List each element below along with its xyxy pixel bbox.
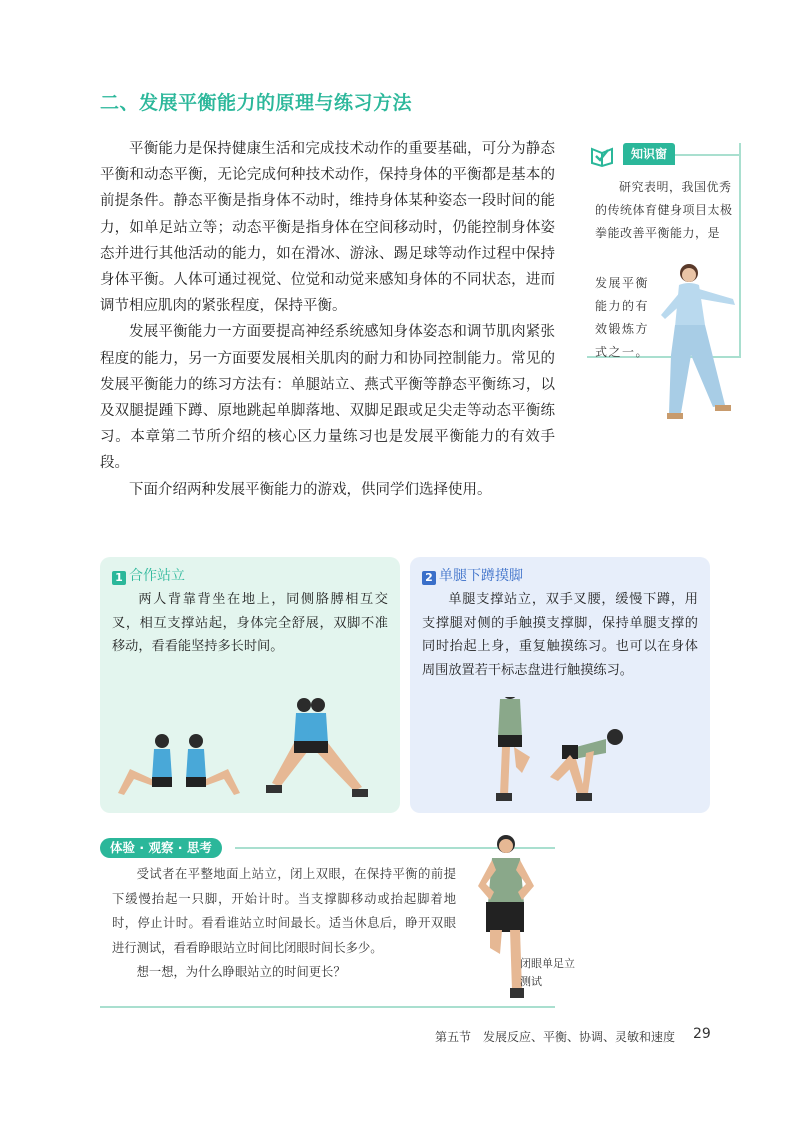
- section-title: 二、发展平衡能力的原理与练习方法: [100, 92, 413, 114]
- knowledge-line: 效锻炼方: [595, 322, 650, 336]
- game-card-cooperative-stand: [100, 557, 400, 813]
- game-description: 两人背靠背坐在地上，同侧胳膊相互交叉，相互支撑站起，身体完全舒展，双脚不准移动，看看能坚持多长时间。: [112, 592, 388, 654]
- game-description: 单腿支撑站立，双手叉腰，缓慢下蹲，用支撑腿对侧的手触摸支撑脚，保持单腿支撑的同时抬起上身，重复触摸练习。也可以在身体周围放置若干标志盘进行触摸练习。: [422, 592, 698, 678]
- knowledge-window-text: [595, 176, 738, 245]
- game-title: [422, 567, 523, 585]
- knowledge-window-tag: 知识窗: [623, 143, 675, 165]
- cooperative-stand-illustration: [100, 697, 400, 809]
- observe-bottom-divider: [100, 1006, 555, 1008]
- taiji-figure-illustration: [655, 255, 747, 427]
- game-title: [112, 567, 185, 585]
- stand-test-caption: 闭眼单足立测试: [520, 957, 575, 988]
- knowledge-line: 式之一。: [595, 345, 650, 359]
- single-leg-squat-illustration: [410, 697, 710, 809]
- game-number-badge: 1: [112, 571, 126, 585]
- observe-question: 想一想，为什么睁眼站立的时间更长？: [136, 965, 346, 980]
- observe-paragraph: 受试者在平整地面上站立，闭上双眼，在保持平衡的前提下缓慢抬起一只脚，开始计时。当支撑脚移动或抬起脚着地时，停止计时。看看谁站立时间最长。适当休息后，睁开双眼进行测试，看看睁眼站立时间比闭眼时间长多少。: [112, 867, 456, 955]
- knowledge-line: 发展平衡: [595, 276, 650, 290]
- observe-text: [112, 862, 456, 985]
- paragraph-games-intro: 下面介绍两种发展平衡能力的游戏，供同学们选择使用。: [129, 481, 492, 498]
- game-title-label: 单腿下蹲摸脚: [439, 568, 523, 584]
- game-title-label: 合作站立: [129, 568, 185, 584]
- paragraph-balance-definition: 平衡能力是保持健康生活和完成技术动作的重要基础，可分为静态平衡和动态平衡，无论完成何种技术动作，保持身体的平衡都是基本的前提条件。静态平衡是指身体不动时，维持身体某种姿态一段时间的能力，如单足站立等；动态平衡是指身体在空间移动时，仍能控制身体姿态并进行其他活动的能力，如在滑冰、游泳、踢足球等动作过程中保持身体平衡。人体可通过视觉、位觉和动觉来感知身体的不同状态，进而调节相应肌肉的紧张程度，保持平衡。: [100, 141, 555, 315]
- footer-section-title: 第五节 发展反应、平衡、协调、灵敏和速度: [435, 1030, 676, 1044]
- page-number: 29: [693, 1026, 711, 1042]
- paragraph-balance-training: 发展平衡能力一方面要提高神经系统感知身体姿态和调节肌肉紧张程度的能力，另一方面要发展相关肌肉的耐力和协同控制能力。常见的发展平衡能力的练习方法有：单腿站立、燕式平衡等静态平衡练习，以及双腿提踵下蹲、原地跳起单脚落地、双脚足跟或足尖走等动态平衡练习。本章第二节所介绍的核心区力量练习也是发展平衡能力的有效手段。: [100, 324, 555, 472]
- observe-tag: 体验 · 观察 · 思考: [100, 838, 222, 858]
- game-card-single-leg-squat: [410, 557, 710, 813]
- knowledge-line: 能力的有: [595, 299, 650, 313]
- main-text: [100, 136, 555, 503]
- book-icon: [589, 144, 615, 168]
- game-number-badge: 2: [422, 571, 436, 585]
- knowledge-text-wide: 研究表明，我国优秀的传统体育健身项目太极拳能改善平衡能力，是: [595, 180, 733, 240]
